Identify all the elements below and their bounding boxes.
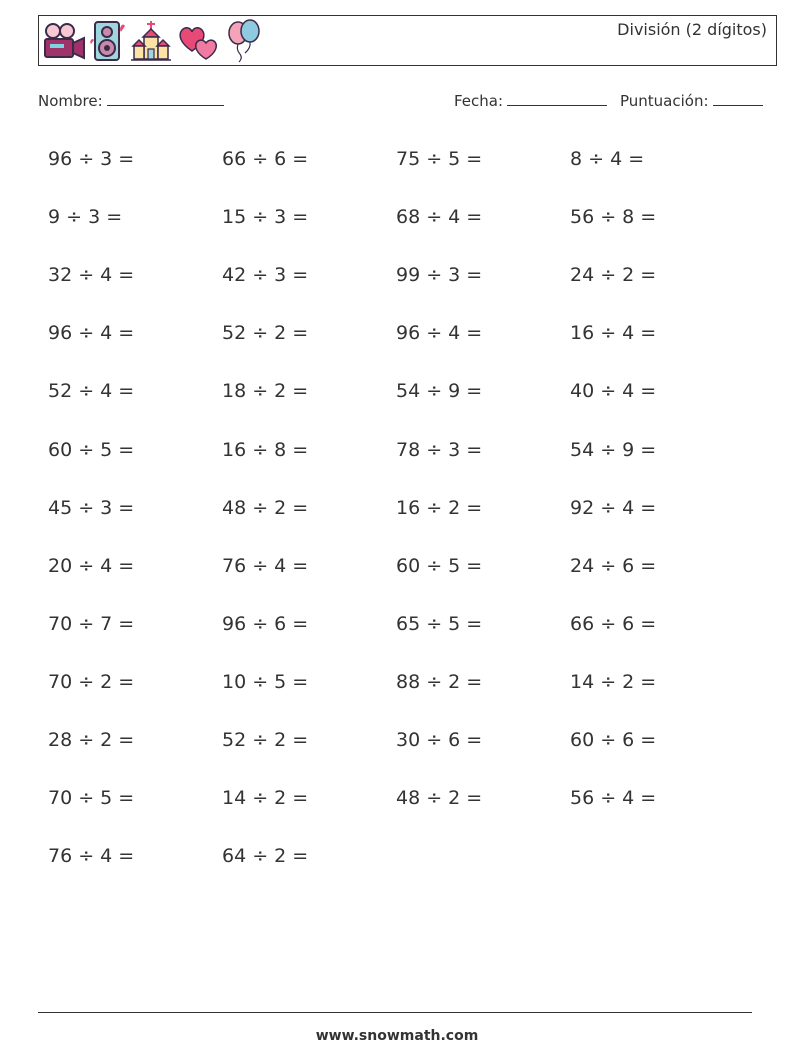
problem-item: 16 ÷ 4 = xyxy=(570,322,657,345)
problem-item: 15 ÷ 3 = xyxy=(222,206,309,229)
problem-item: 16 ÷ 8 = xyxy=(222,438,309,461)
problem-item: 88 ÷ 2 = xyxy=(396,670,483,693)
date-field xyxy=(454,92,607,110)
header-box xyxy=(38,15,777,66)
problem-item: 28 ÷ 2 = xyxy=(48,729,135,751)
problem-item: 96 ÷ 4 = xyxy=(48,322,135,345)
movie-camera-icon xyxy=(42,21,86,61)
problem-item: 70 ÷ 2 = xyxy=(48,670,135,693)
problem-item: 52 ÷ 2 = xyxy=(222,729,309,751)
problem-item: 96 ÷ 6 = xyxy=(222,612,309,635)
problem-item: 66 ÷ 6 = xyxy=(570,612,657,635)
score-field xyxy=(620,92,763,110)
problem-item: 60 ÷ 6 = xyxy=(570,729,657,751)
problem-item: 70 ÷ 7 = xyxy=(48,612,135,635)
problem-item: 52 ÷ 2 = xyxy=(222,322,309,345)
problem-item: 99 ÷ 3 = xyxy=(396,264,483,287)
problem-item: 16 ÷ 2 = xyxy=(396,496,483,519)
problem-item: 42 ÷ 3 = xyxy=(222,264,309,287)
problem-item: 10 ÷ 5 = xyxy=(222,670,309,693)
problem-item: 75 ÷ 5 = xyxy=(396,148,483,170)
worksheet-title: División (2 dígitos) xyxy=(617,20,767,39)
problem-item: 54 ÷ 9 = xyxy=(570,438,657,461)
problem-item: 9 ÷ 3 = xyxy=(48,206,123,229)
problem-item: 64 ÷ 2 = xyxy=(222,845,309,868)
problem-item: 76 ÷ 4 = xyxy=(48,845,135,868)
hearts-icon xyxy=(176,21,220,61)
problem-item: 40 ÷ 4 = xyxy=(570,380,657,403)
problem-item: 96 ÷ 3 = xyxy=(48,148,135,170)
problem-item: 68 ÷ 4 = xyxy=(396,206,483,229)
header-icons xyxy=(42,18,264,64)
problem-item: 65 ÷ 5 = xyxy=(396,612,483,635)
footer-divider xyxy=(38,1012,752,1013)
problem-item: 70 ÷ 5 = xyxy=(48,787,135,810)
problem-item: 24 ÷ 2 = xyxy=(570,264,657,287)
footer-url: www.snowmath.com xyxy=(315,1028,479,1044)
problem-item: 48 ÷ 2 = xyxy=(222,496,309,519)
problem-item: 92 ÷ 4 = xyxy=(570,496,657,519)
problem-item: 60 ÷ 5 = xyxy=(396,554,483,577)
problem-item: 14 ÷ 2 = xyxy=(222,787,309,810)
problem-item: 78 ÷ 3 = xyxy=(396,438,483,461)
name-line[interactable] xyxy=(107,104,224,106)
problem-item: 56 ÷ 4 = xyxy=(570,787,657,810)
score-line[interactable] xyxy=(713,104,763,106)
problem-item: 20 ÷ 4 = xyxy=(48,554,135,577)
problem-item: 60 ÷ 5 = xyxy=(48,438,135,461)
speaker-icon xyxy=(90,20,126,62)
chapel-icon xyxy=(130,20,172,62)
problem-item: 48 ÷ 2 = xyxy=(396,787,483,810)
problem-item: 8 ÷ 4 = xyxy=(570,148,645,170)
balloons-icon xyxy=(224,19,264,63)
name-field xyxy=(38,92,224,110)
problem-item: 45 ÷ 3 = xyxy=(48,496,135,519)
problem-item: 66 ÷ 6 = xyxy=(222,148,309,170)
problem-item: 76 ÷ 4 = xyxy=(222,554,309,577)
problem-item: 56 ÷ 8 = xyxy=(570,206,657,229)
problem-item: 96 ÷ 4 = xyxy=(396,322,483,345)
problem-item: 14 ÷ 2 = xyxy=(570,670,657,693)
score-label: Puntuación: xyxy=(620,92,709,110)
problem-item: 24 ÷ 6 = xyxy=(570,554,657,577)
problem-item: 32 ÷ 4 = xyxy=(48,264,135,287)
date-line[interactable] xyxy=(507,104,607,106)
problem-item: 54 ÷ 9 = xyxy=(396,380,483,403)
name-label: Nombre: xyxy=(38,92,103,110)
date-label: Fecha: xyxy=(454,92,504,110)
problem-item: 30 ÷ 6 = xyxy=(396,729,483,751)
problem-item: 52 ÷ 4 = xyxy=(48,380,135,403)
problem-item: 18 ÷ 2 = xyxy=(222,380,309,403)
